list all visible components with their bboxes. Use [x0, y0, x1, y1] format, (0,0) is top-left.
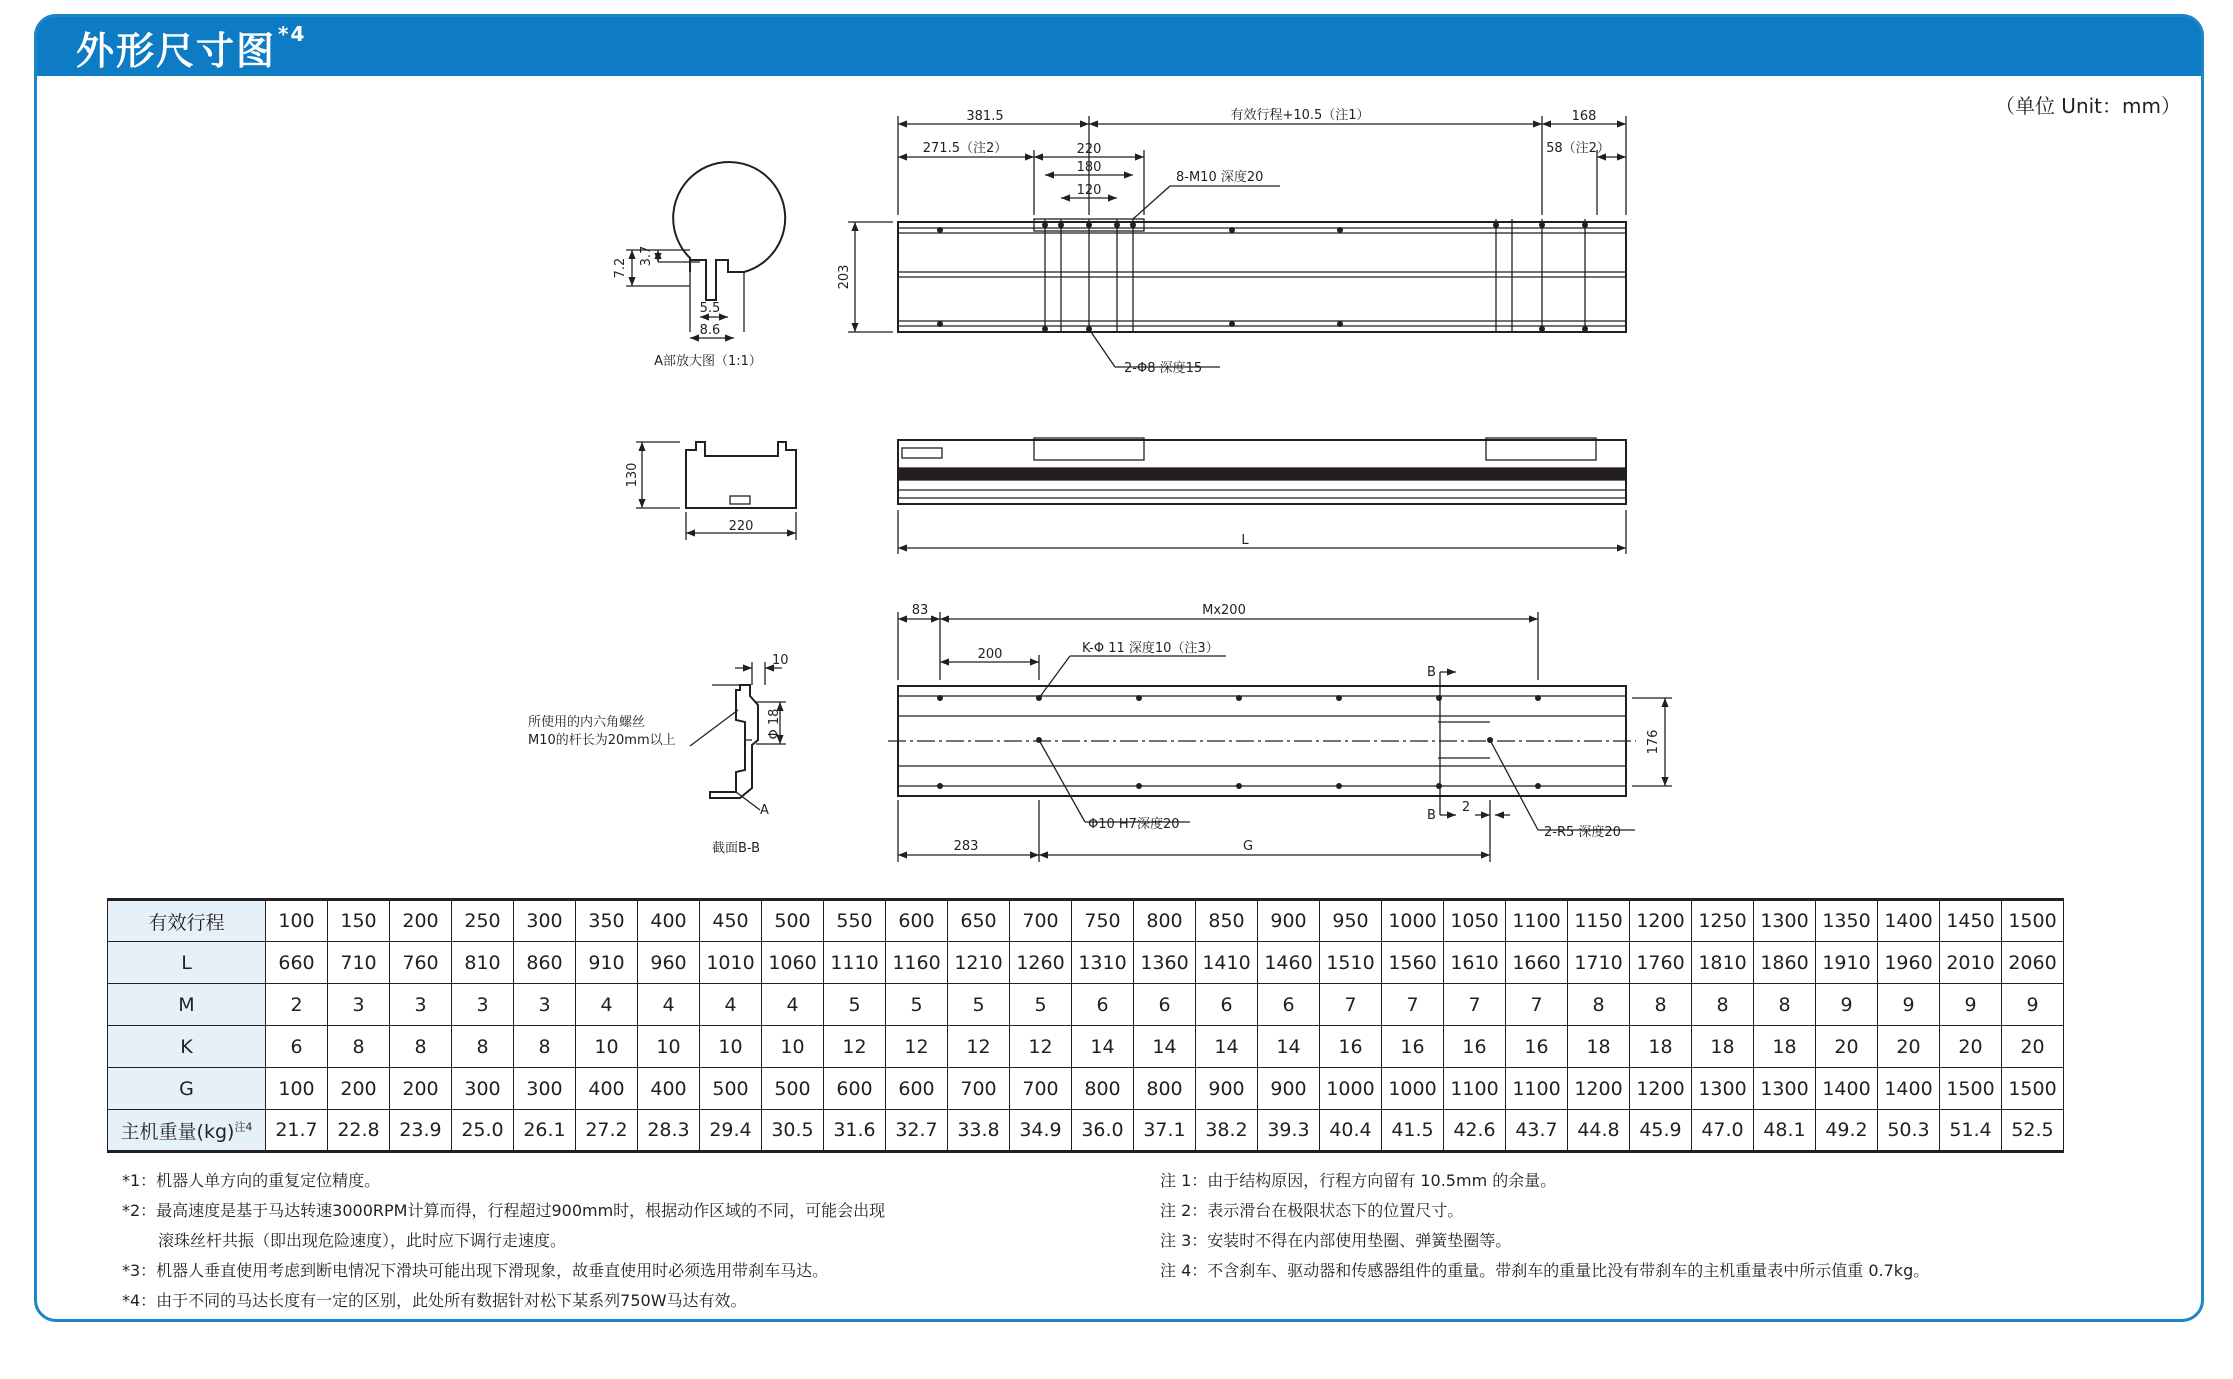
table-cell: 9	[1816, 984, 1878, 1026]
table-cell: 4	[576, 984, 638, 1026]
table-cell: 16	[1444, 1026, 1506, 1068]
table-cell: 6	[1258, 984, 1320, 1026]
table-cell: 1710	[1568, 942, 1630, 984]
table-cell: 9	[2002, 984, 2064, 1026]
table-cell: 20	[1816, 1026, 1878, 1068]
table-cell: 33.8	[948, 1110, 1010, 1152]
footnotes-left	[122, 1166, 885, 1316]
table-cell: 12	[824, 1026, 886, 1068]
table-cell: 20	[2002, 1026, 2064, 1068]
table-cell: 1100	[1506, 1068, 1568, 1110]
table-cell: 3	[452, 984, 514, 1026]
row-header-label: 有效行程	[148, 911, 225, 934]
table-cell: 4	[700, 984, 762, 1026]
end-view	[636, 442, 796, 540]
table-cell: 16	[1382, 1026, 1444, 1068]
unit-label: （单位 Unit：mm）	[1994, 94, 2181, 118]
table-cell: 16	[1506, 1026, 1568, 1068]
table-cell: 45.9	[1630, 1110, 1692, 1152]
table-cell: 5	[824, 984, 886, 1026]
dim-271-5: 271.5（注2）	[922, 141, 1008, 156]
title-footnote-mark: *4	[278, 22, 307, 46]
table-cell: 1500	[2002, 900, 2064, 942]
table-cell: 12	[948, 1026, 1010, 1068]
table-cell: 8	[514, 1026, 576, 1068]
table-row	[108, 942, 2064, 984]
table-cell: 1250	[1692, 900, 1754, 942]
table-cell: 34.9	[1010, 1110, 1072, 1152]
table-cell: 1510	[1320, 942, 1382, 984]
table-cell: 1460	[1258, 942, 1320, 984]
table-cell: 350	[576, 900, 638, 942]
table-cell: 1300	[1754, 1068, 1816, 1110]
table-cell: 1960	[1878, 942, 1940, 984]
table-cell: 760	[390, 942, 452, 984]
table-cell: 400	[638, 1068, 700, 1110]
table-row	[108, 984, 2064, 1026]
table-cell: 2010	[1940, 942, 2002, 984]
table-cell: 12	[1010, 1026, 1072, 1068]
row-header-label: 主机重量(kg)	[120, 1120, 235, 1143]
bottom-G: G	[1242, 839, 1254, 854]
page-title: 外形尺寸图 $^{*4}$	[76, 22, 307, 73]
table-cell: 1910	[1816, 942, 1878, 984]
bottom-176: 176	[1646, 729, 1661, 755]
table-cell: 14	[1196, 1026, 1258, 1068]
footnote-3: *3：机器人垂直使用考虑到断电情况下滑块可能出现下滑现象，故垂直使用时必须选用带刹车马达。	[122, 1261, 829, 1280]
table-cell: 710	[328, 942, 390, 984]
table-cell: 1000	[1382, 900, 1444, 942]
table-cell: 8	[1692, 984, 1754, 1026]
table-cell: 37.1	[1134, 1110, 1196, 1152]
table-cell: 51.4	[1940, 1110, 2002, 1152]
table-cell: 700	[948, 1068, 1010, 1110]
table-cell: 7	[1320, 984, 1382, 1026]
dim-180: 180	[1076, 160, 1102, 175]
table-cell: 8	[452, 1026, 514, 1068]
section-A: A	[760, 803, 769, 818]
table-cell: 8	[390, 1026, 452, 1068]
table-cell: 22.8	[328, 1110, 390, 1152]
table-cell: 49.2	[1816, 1110, 1878, 1152]
table-cell: 18	[1630, 1026, 1692, 1068]
table-cell: 1010	[700, 942, 762, 984]
table-cell: 800	[1072, 1068, 1134, 1110]
table-cell: 1100	[1506, 900, 1568, 942]
table-cell: 9	[1878, 984, 1940, 1026]
dim-220: 220	[1076, 142, 1102, 157]
table-cell: 1760	[1630, 942, 1692, 984]
table-cell: 1000	[1320, 1068, 1382, 1110]
table-cell: 30.5	[762, 1110, 824, 1152]
table-cell: 6	[1072, 984, 1134, 1026]
table-cell: 3	[390, 984, 452, 1026]
table-cell: 950	[1320, 900, 1382, 942]
table-cell: 800	[1134, 900, 1196, 942]
detail-a-37: 3.7	[639, 245, 654, 267]
table-row	[108, 1026, 2064, 1068]
row-header	[108, 1026, 266, 1068]
table-cell: 5	[1010, 984, 1072, 1026]
table-cell: 650	[948, 900, 1010, 942]
table-cell: 960	[638, 942, 700, 984]
table-cell: 18	[1568, 1026, 1630, 1068]
table-cell: 9	[1940, 984, 2002, 1026]
table-cell: 850	[1196, 900, 1258, 942]
table-cell: 910	[576, 942, 638, 984]
table-cell: 7	[1444, 984, 1506, 1026]
table-cell: 200	[390, 900, 452, 942]
section-18: Φ 18	[767, 708, 782, 740]
table-cell: 450	[700, 900, 762, 942]
table-cell: 40.4	[1320, 1110, 1382, 1152]
table-cell: 3	[514, 984, 576, 1026]
detail-a-caption: A部放大图（1:1）	[654, 354, 762, 369]
table-cell: 1300	[1754, 900, 1816, 942]
table-cell: 18	[1692, 1026, 1754, 1068]
table-cell: 44.8	[1568, 1110, 1630, 1152]
table-cell: 23.9	[390, 1110, 452, 1152]
table-cell: 12	[886, 1026, 948, 1068]
table-cell: 5	[886, 984, 948, 1026]
bottom-200: 200	[977, 647, 1003, 662]
table-cell: 1410	[1196, 942, 1258, 984]
table-cell: 7	[1506, 984, 1568, 1026]
table-cell: 1810	[1692, 942, 1754, 984]
table-cell: 10	[700, 1026, 762, 1068]
bottom-k-phi: K-Φ 11 深度10（注3）	[1082, 641, 1219, 656]
table-cell: 500	[762, 900, 824, 942]
table-cell: 10	[576, 1026, 638, 1068]
note-4: 注 4：不含刹车、驱动器和传感器组件的重量。带刹车的重量比没有带刹车的主机重量表中所示值重 0.7kg。	[1160, 1261, 1930, 1280]
row-header	[108, 984, 266, 1026]
footnote-1: *1：机器人单方向的重复定位精度。	[122, 1171, 381, 1190]
bottom-phi10: Φ10 H7深度20	[1088, 817, 1180, 832]
table-cell: 52.5	[2002, 1110, 2064, 1152]
table-cell: 25.0	[452, 1110, 514, 1152]
table-cell: 8	[328, 1026, 390, 1068]
table-cell: 1660	[1506, 942, 1568, 984]
detail-a-55: 5.5	[699, 301, 721, 316]
table-cell: 31.6	[824, 1110, 886, 1152]
table-cell: 250	[452, 900, 514, 942]
table-cell: 860	[514, 942, 576, 984]
row-header	[108, 1068, 266, 1110]
detail-a-86: 8.6	[699, 323, 721, 338]
bottom-mx: Mx200	[1202, 603, 1246, 618]
table-cell: 1050	[1444, 900, 1506, 942]
table-cell: 4	[638, 984, 700, 1026]
table-cell: 14	[1258, 1026, 1320, 1068]
table-cell: 1450	[1940, 900, 2002, 942]
table-cell: 810	[452, 942, 514, 984]
footnote-4: *4：由于不同的马达长度有一定的区别，此处所有数据针对松下某系列750W马达有效。	[122, 1291, 747, 1310]
table-cell: 1610	[1444, 942, 1506, 984]
table-cell: 8	[1568, 984, 1630, 1026]
table-cell: 48.1	[1754, 1110, 1816, 1152]
table-cell: 28.3	[638, 1110, 700, 1152]
table-cell: 50.3	[1878, 1110, 1940, 1152]
table-cell: 1300	[1692, 1068, 1754, 1110]
dim-168: 168	[1571, 109, 1597, 124]
table-cell: 21.7	[266, 1110, 328, 1152]
dim-203: 203	[837, 264, 852, 290]
table-cell: 6	[1134, 984, 1196, 1026]
section-caption: 截面B-B	[711, 841, 761, 856]
table-cell: 32.7	[886, 1110, 948, 1152]
table-cell: 550	[824, 900, 886, 942]
table-cell: 1400	[1878, 1068, 1940, 1110]
m10-note: 8-M10 深度20	[1176, 170, 1264, 185]
table-cell: 1000	[1382, 1068, 1444, 1110]
table-cell: 1560	[1382, 942, 1444, 984]
table-cell: 1360	[1134, 942, 1196, 984]
table-cell: 800	[1134, 1068, 1196, 1110]
table-cell: 41.5	[1382, 1110, 1444, 1152]
table-cell: 200	[390, 1068, 452, 1110]
side-view-L: L	[1241, 533, 1249, 548]
table-cell: 1210	[948, 942, 1010, 984]
table-cell: 2	[266, 984, 328, 1026]
row-header-label: L	[181, 951, 192, 974]
bottom-b-upper: B	[1427, 665, 1436, 680]
table-cell: 6	[266, 1026, 328, 1068]
table-cell: 900	[1258, 900, 1320, 942]
table-cell: 1110	[824, 942, 886, 984]
table-cell: 26.1	[514, 1110, 576, 1152]
table-cell: 43.7	[1506, 1110, 1568, 1152]
table-cell: 600	[886, 1068, 948, 1110]
note-3: 注 3：安装时不得在内部使用垫圈、弹簧垫圈等。	[1160, 1231, 1512, 1250]
section-note-1: 所使用的内六角螺丝	[528, 715, 646, 730]
table-cell: 150	[328, 900, 390, 942]
footnotes-right	[1160, 1166, 1929, 1286]
footnote-2-cont: 滚珠丝杆共振（即出现危险速度），此时应下调行走速度。	[158, 1231, 567, 1250]
table-cell: 1060	[762, 942, 824, 984]
table-cell: 500	[700, 1068, 762, 1110]
row-header-label: M	[178, 993, 195, 1016]
table-cell: 1160	[886, 942, 948, 984]
table-cell: 700	[1010, 900, 1072, 942]
table-cell: 750	[1072, 900, 1134, 942]
table-cell: 1860	[1754, 942, 1816, 984]
table-cell: 8	[1754, 984, 1816, 1026]
table-cell: 600	[824, 1068, 886, 1110]
bottom-83: 83	[911, 603, 929, 618]
table-cell: 14	[1134, 1026, 1196, 1068]
bottom-2: 2	[1461, 800, 1471, 815]
table-cell: 8	[1630, 984, 1692, 1026]
table-cell: 1200	[1568, 1068, 1630, 1110]
table-cell: 700	[1010, 1068, 1072, 1110]
section-10: 10	[772, 653, 789, 668]
table-cell: 3	[328, 984, 390, 1026]
row-header-label: K	[180, 1035, 193, 1058]
note-1: 注 1：由于结构原因，行程方向留有 10.5mm 的余量。	[1160, 1171, 1557, 1190]
table-row	[108, 1110, 2064, 1152]
bottom-b-lower: B	[1427, 808, 1436, 823]
table-cell: 14	[1072, 1026, 1134, 1068]
table-cell: 1350	[1816, 900, 1878, 942]
bottom-283: 283	[953, 839, 979, 854]
table-cell: 42.6	[1444, 1110, 1506, 1152]
table-cell: 7	[1382, 984, 1444, 1026]
table-cell: 1400	[1878, 900, 1940, 942]
end-view-220: 220	[728, 519, 754, 534]
section-note-2: M10的杆长为20mm以上	[528, 733, 676, 748]
table-cell: 400	[638, 900, 700, 942]
table-row	[108, 900, 2064, 942]
table-cell: 10	[762, 1026, 824, 1068]
table-cell: 1100	[1444, 1068, 1506, 1110]
spec-table	[107, 898, 2064, 1153]
table-cell: 300	[452, 1068, 514, 1110]
table-cell: 900	[1196, 1068, 1258, 1110]
footnote-2: *2：最高速度是基于马达转速3000RPM计算而得，行程超过900mm时，根据动作区域的不同，可能会出现	[122, 1201, 886, 1220]
dim-stroke: 有效行程+10.5（注1）	[1230, 108, 1370, 123]
row-header-footnote: 注4	[234, 1120, 253, 1134]
table-cell: 100	[266, 900, 328, 942]
end-view-130: 130	[625, 462, 640, 488]
row-header-label: G	[179, 1077, 194, 1100]
table-cell: 660	[266, 942, 328, 984]
dim-120: 120	[1076, 183, 1102, 198]
note-2: 注 2：表示滑台在极限状态下的位置尺寸。	[1160, 1201, 1464, 1220]
table-cell: 1200	[1630, 1068, 1692, 1110]
table-cell: 4	[762, 984, 824, 1026]
table-cell: 47.0	[1692, 1110, 1754, 1152]
table-cell: 10	[638, 1026, 700, 1068]
table-cell: 1260	[1010, 942, 1072, 984]
table-cell: 300	[514, 1068, 576, 1110]
table-cell: 16	[1320, 1026, 1382, 1068]
table-cell: 400	[576, 1068, 638, 1110]
phi8-note: 2-Φ8 深度15	[1124, 361, 1203, 376]
bottom-r5: 2-R5 深度20	[1544, 825, 1621, 840]
table-cell: 36.0	[1072, 1110, 1134, 1152]
table-cell: 1500	[1940, 1068, 2002, 1110]
table-cell: 1310	[1072, 942, 1134, 984]
table-cell: 18	[1754, 1026, 1816, 1068]
row-header	[108, 1110, 266, 1152]
table-cell: 200	[328, 1068, 390, 1110]
table-cell: 39.3	[1258, 1110, 1320, 1152]
table-cell: 5	[948, 984, 1010, 1026]
table-cell: 900	[1258, 1068, 1320, 1110]
dim-58: 58（注2）	[1546, 141, 1610, 156]
side-view	[898, 438, 1626, 554]
table-cell: 29.4	[700, 1110, 762, 1152]
table-cell: 38.2	[1196, 1110, 1258, 1152]
table-cell: 1200	[1630, 900, 1692, 942]
table-cell: 2060	[2002, 942, 2064, 984]
table-cell: 27.2	[576, 1110, 638, 1152]
table-cell: 20	[1940, 1026, 2002, 1068]
table-cell: 500	[762, 1068, 824, 1110]
table-cell: 20	[1878, 1026, 1940, 1068]
table-cell: 300	[514, 900, 576, 942]
table-cell: 100	[266, 1068, 328, 1110]
row-header	[108, 942, 266, 984]
table-cell: 1400	[1816, 1068, 1878, 1110]
table-row	[108, 1068, 2064, 1110]
dim-381-5: 381.5	[966, 109, 1004, 124]
table-cell: 600	[886, 900, 948, 942]
table-cell: 1500	[2002, 1068, 2064, 1110]
row-header	[108, 900, 266, 942]
table-cell: 1150	[1568, 900, 1630, 942]
detail-a-72: 7.2	[613, 257, 628, 279]
table-cell: 6	[1196, 984, 1258, 1026]
